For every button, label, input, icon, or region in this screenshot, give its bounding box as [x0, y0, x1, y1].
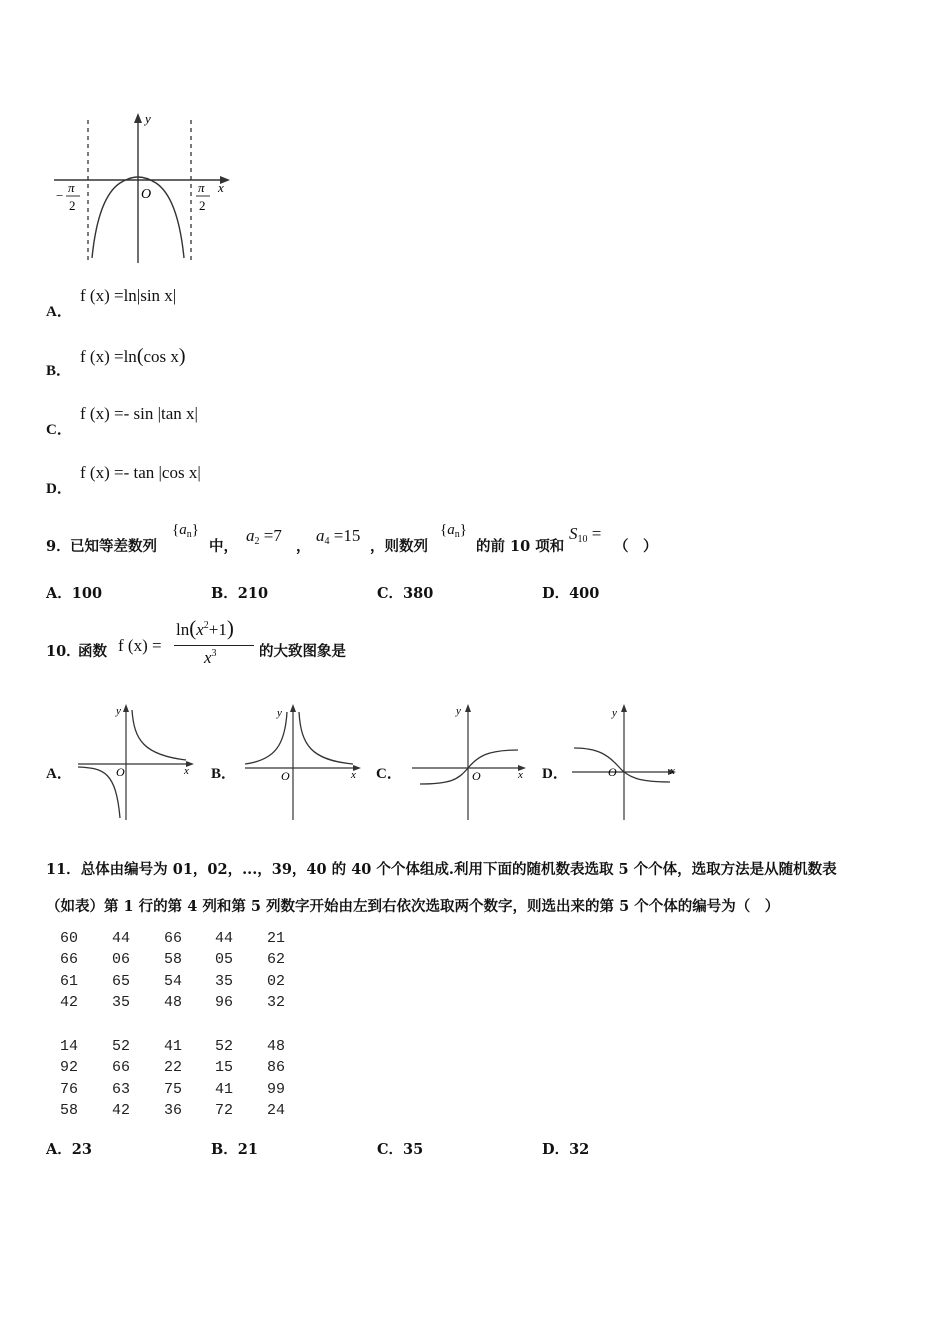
y-label: y — [145, 111, 151, 126]
svg-text:O: O — [608, 765, 617, 779]
svg-text:y: y — [456, 705, 461, 717]
q10-fx: f (x) = — [118, 636, 162, 655]
q10-fraction-bar — [174, 645, 254, 646]
svg-text:y: y — [612, 707, 617, 719]
q9-answer-d[interactable]: D．400 — [542, 585, 600, 602]
option-formula: f (x) =ln(cos x) — [80, 345, 186, 367]
q9-seq: $\{a_n\}$ — [172, 522, 199, 540]
svg-text:x: x — [184, 765, 189, 777]
option-letter: D． — [46, 481, 72, 497]
option-letter: A． — [46, 304, 72, 320]
option-letter: A． — [46, 766, 72, 782]
svg-text:O: O — [281, 769, 290, 783]
q11-answer-c[interactable]: C．35 — [377, 1141, 424, 1158]
option-formula: f (x) =- sin |tan x| — [80, 404, 198, 423]
q11-answer-a[interactable]: A．23 — [46, 1141, 92, 1158]
q9-answer-b[interactable]: B．210 — [211, 585, 269, 602]
left-pi: π — [68, 180, 75, 195]
option-letter: C． — [376, 766, 402, 782]
svg-text:x: x — [351, 769, 356, 781]
q10-graph-c — [410, 700, 535, 822]
q9-text1: 已知等差数列 — [70, 538, 157, 555]
q10-graph-a — [74, 700, 204, 822]
q9-number: 9． — [46, 538, 71, 555]
y-axis-arrow — [134, 113, 142, 123]
left-minus: − — [56, 188, 64, 203]
option-formula: f (x) =- tan |cos x| — [80, 463, 201, 482]
origin-label: O — [141, 187, 152, 202]
x-label: x — [218, 180, 224, 195]
q10-stem — [46, 616, 446, 672]
svg-text:O: O — [472, 769, 481, 783]
random-number-table: 60 44 66 44 21 66 06 58 05 62 61 65 54 35 02 42 35 48 96 32 14 52 41 52 48 92 66 22 15 86 76 63 75 41 99 58 42 36 72 24 — [60, 930, 286, 1119]
option-letter: B． — [211, 766, 237, 782]
option-letter: D． — [542, 766, 568, 782]
q10-numerator: $\ln(x^2+1)$ — [176, 616, 234, 640]
q10-text2: 的大致图象是 — [259, 643, 346, 660]
q11-answers — [46, 1138, 646, 1158]
option-letter: C． — [46, 422, 72, 438]
q9-text4: 的前 10 项和 — [476, 538, 565, 555]
option-formula: f (x) =ln|sin x| — [80, 286, 177, 305]
q9-a4: $a_4 =15$ — [316, 526, 361, 547]
q9-a2: $a_2 =7$ — [246, 526, 282, 547]
q9-paren: （ ） — [614, 538, 658, 555]
q10-number: 10． — [46, 643, 81, 660]
q9-answer-a[interactable]: A．100 — [46, 585, 103, 602]
svg-text:y: y — [116, 705, 121, 717]
svg-text:x: x — [670, 765, 675, 777]
left-den: 2 — [69, 198, 76, 213]
q10-graph-b — [241, 700, 371, 822]
right-pi: π — [198, 180, 205, 195]
q11-answer-d[interactable]: D．32 — [542, 1141, 590, 1158]
q8-graph — [50, 108, 240, 268]
q10-text1: 函数 — [78, 643, 107, 660]
q9-answers — [46, 582, 646, 602]
svg-text:x: x — [518, 769, 523, 781]
q11-line1: 总体由编号为 01，02，...，39，40 的 40 个个体组成.利用下面的随机数表选取 5 个个体，选取方法是从随机数表 — [80, 861, 837, 878]
q11-answer-b[interactable]: B．21 — [211, 1141, 258, 1158]
q9-comma: ， — [296, 538, 311, 555]
option-letter: B． — [46, 363, 72, 379]
q10-denominator: $x^3$ — [204, 648, 217, 667]
q9-text3: ，则数列 — [370, 538, 428, 555]
q9-text2: 中， — [209, 538, 238, 555]
svg-text:O: O — [116, 765, 125, 779]
q11-stem-line2 — [46, 895, 779, 916]
q9-s10: $S_{10}$ = — [569, 524, 602, 545]
q10-graph-d — [570, 700, 685, 822]
q9-answer-c[interactable]: C．380 — [377, 585, 434, 602]
right-den: 2 — [199, 198, 206, 213]
q11-stem-line1 — [46, 858, 837, 879]
svg-text:y: y — [277, 707, 282, 719]
q11-number: 11． — [46, 861, 81, 878]
q11-line2: （如表）第 1 行的第 4 列和第 5 列数字开始由左到右依次选取两个数字，则选出来的第 5 个个体的编号为（ ） — [46, 898, 780, 915]
q9-seq-2: $\{a_n\}$ — [440, 522, 467, 540]
